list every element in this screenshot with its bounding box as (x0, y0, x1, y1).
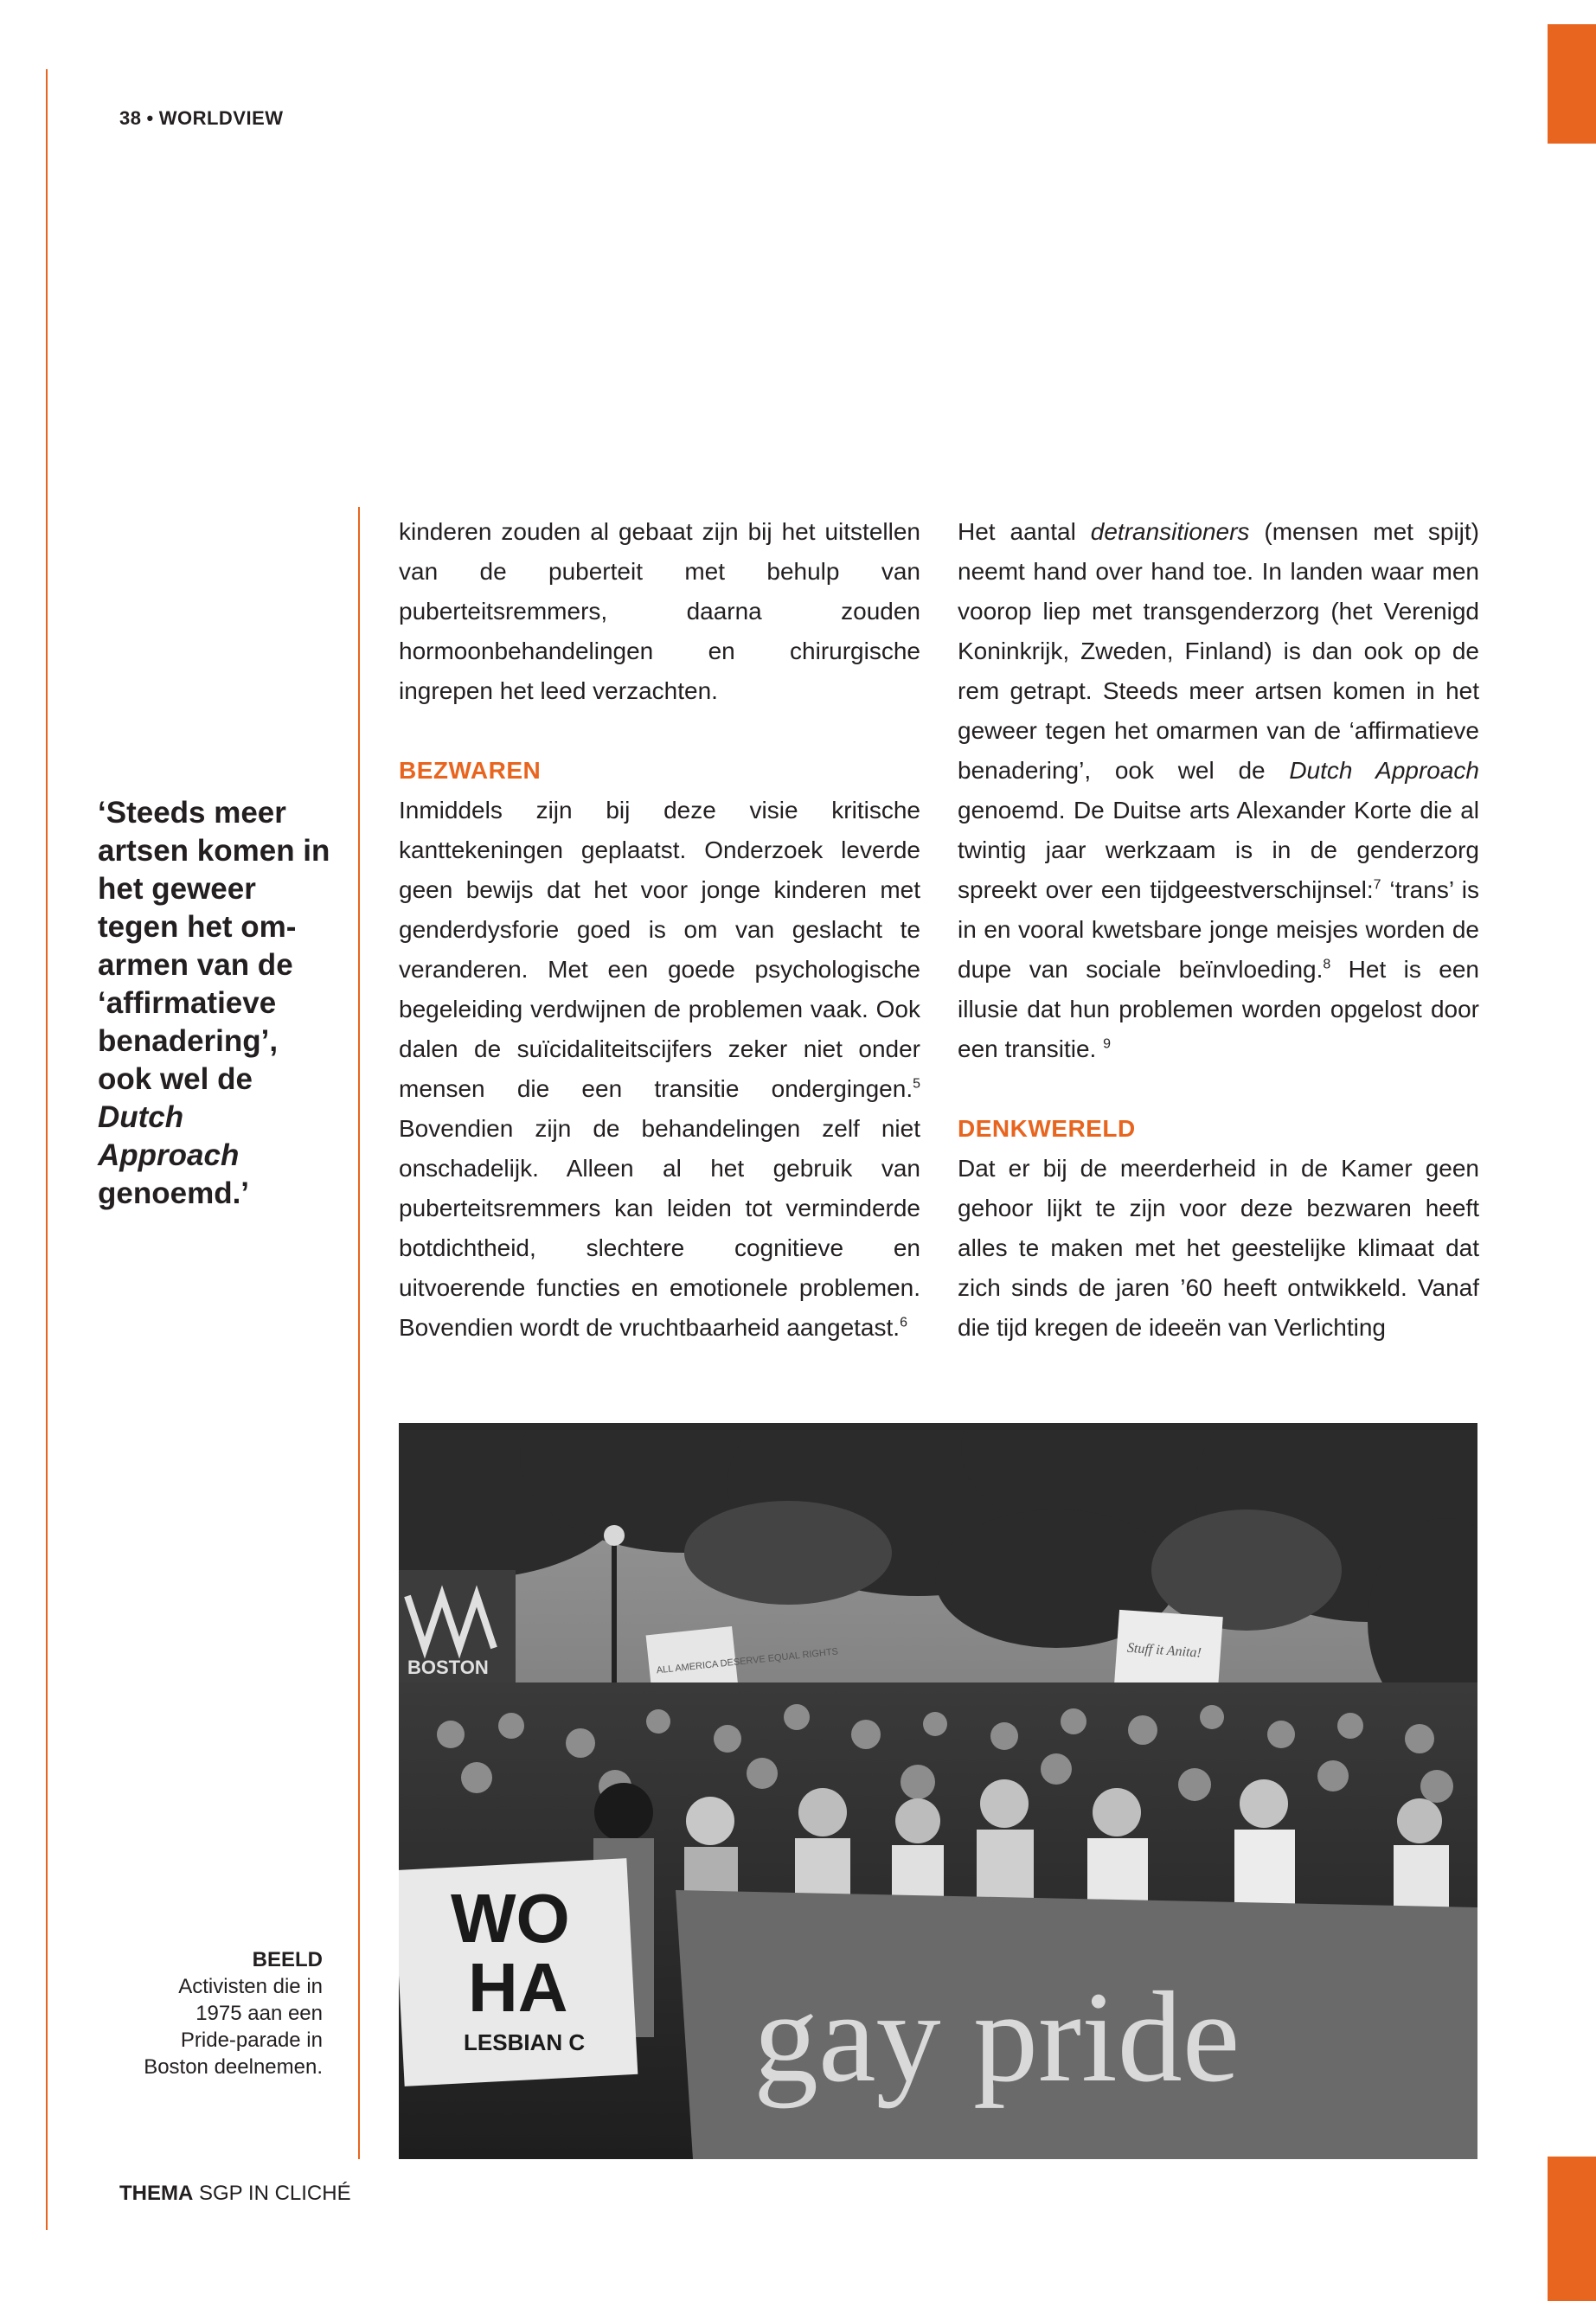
footnote-ref: 5 (913, 1076, 920, 1092)
paragraph-denkwereld: Dat er bij de meerderheid in de Kamer geen gehoor lijkt te zijn voor deze bezwaren heeft alles te maken met het geestelijke klimaat dat zich sinds de jaren ’60 heeft ontwikkeld. Vanaf die tijd kregen de ideeën van Verlichting (958, 1155, 1479, 1341)
footnote-ref: 6 (900, 1315, 907, 1330)
paragraph-intro: kinderen zouden al gebaat zijn bij het uitstellen van de puberteit met behulp van puberteitsremmers, daarna zouden hormoonbehandelingen en chirurgische ingrepen het leed verzachten. (399, 518, 920, 704)
caption-label: BEELD (252, 1948, 323, 1971)
banner-gay-pride: gay pride (753, 1965, 1240, 2109)
left-margin-rule (46, 69, 48, 2230)
paragraph-detransitioners: Het aantal detransitioners (mensen met spijt) neemt hand over hand toe. In landen waar men voorop liep met transgenderzorg (het Verenigd Koninkrijk, Zweden, Finland) is dan ook op de rem getrapt. Steeds meer artsen komen in het geweer tegen het omarmen van de ‘affirmatieve benadering’, ook wel de Dutch Approach genoemd. De Duitse arts Alexander Korte die al twintig jaar werkzaam is in de genderzorg spreekt over een tijdgeestverschijnsel:$^7$ ‘trans’ is in en vooral kwetsbare jonge meisjes worden de dupe van sociale beïnvloeding.$^8$ Het is een illusie dat hun problemen worden opgelost door een transitie. $^9$ (958, 518, 1479, 1062)
paragraph-bezwaren: Inmiddels zijn bij deze visie kritische kanttekeningen geplaatst. Onderzoek leverde geen bewijs dat het voor jonge kinderen met genderdysforie goed is om van geslacht te veranderen. Met een goede psychologische begeleiding verdwijnen de problemen vaak. Ook dalen de suïcidaliteitscijfers zeker niet onder mensen die een transitie ondergingen.$^5$ Bovendien zijn de behandelingen zelf niet onschadelijk. Alleen al het gebruik van puberteitsremmers kan leiden tot verminderde botdichtheid, slechtere cognitieve en uitvoerende functies en emotionele problemen. Bovendien wordt de vruchtbaarheid aangetast.$^6$ (399, 797, 920, 1341)
pull-quote (98, 794, 331, 1213)
orange-page-tab-bottom (1548, 2157, 1596, 2301)
pull-quote-italic: Dutch Approach (98, 1100, 240, 1172)
section-name: WORLDVIEW (158, 107, 284, 129)
running-header (119, 107, 284, 130)
page-number: 38 (119, 107, 142, 129)
sign-boston: BOSTON (407, 1657, 489, 1678)
banner-left-line1: WO (451, 1880, 570, 1957)
photo-illustration (399, 1423, 1477, 2159)
running-footer (119, 2182, 351, 2206)
photo-caption (138, 1946, 323, 2080)
banner-left-line2: HA (468, 1949, 568, 2026)
caption-text: Activisten die in 1975 aan een Pride-parade in Boston deelnemen. (144, 1975, 323, 2079)
sign-equal-rights: ALL AMERICA DESERVE EQUAL RIGHTS (656, 1646, 839, 1676)
sign-anita: Stuff it Anita! (1126, 1640, 1202, 1661)
pull-quote-text: ‘Steeds meer artsen komen in het geweer tegen het om-armen van de ‘affirmatieve benadering’, ook wel de (98, 796, 330, 1096)
footnote-ref: 9 (1103, 1036, 1112, 1052)
article-column-2 (958, 512, 1479, 1348)
footnote-ref: 8 (1323, 957, 1331, 972)
pull-quote-end: genoemd.’ (98, 1176, 250, 1210)
footer-series: SGP IN CLICHÉ (193, 2182, 351, 2205)
photo-pride-parade (399, 1423, 1477, 2159)
header-separator: • (146, 107, 154, 129)
article-column-1 (399, 512, 920, 1348)
column-divider-rule (358, 507, 360, 2159)
footer-thema: THEMA (119, 2182, 194, 2205)
subheading-denkwereld: DENKWERELD (958, 1115, 1136, 1142)
orange-page-tab-top (1548, 24, 1596, 144)
banner-left-line3: LESBIAN C (464, 2029, 586, 2055)
subheading-bezwaren: BEZWAREN (399, 757, 542, 784)
footnote-ref: 7 (1373, 877, 1381, 893)
